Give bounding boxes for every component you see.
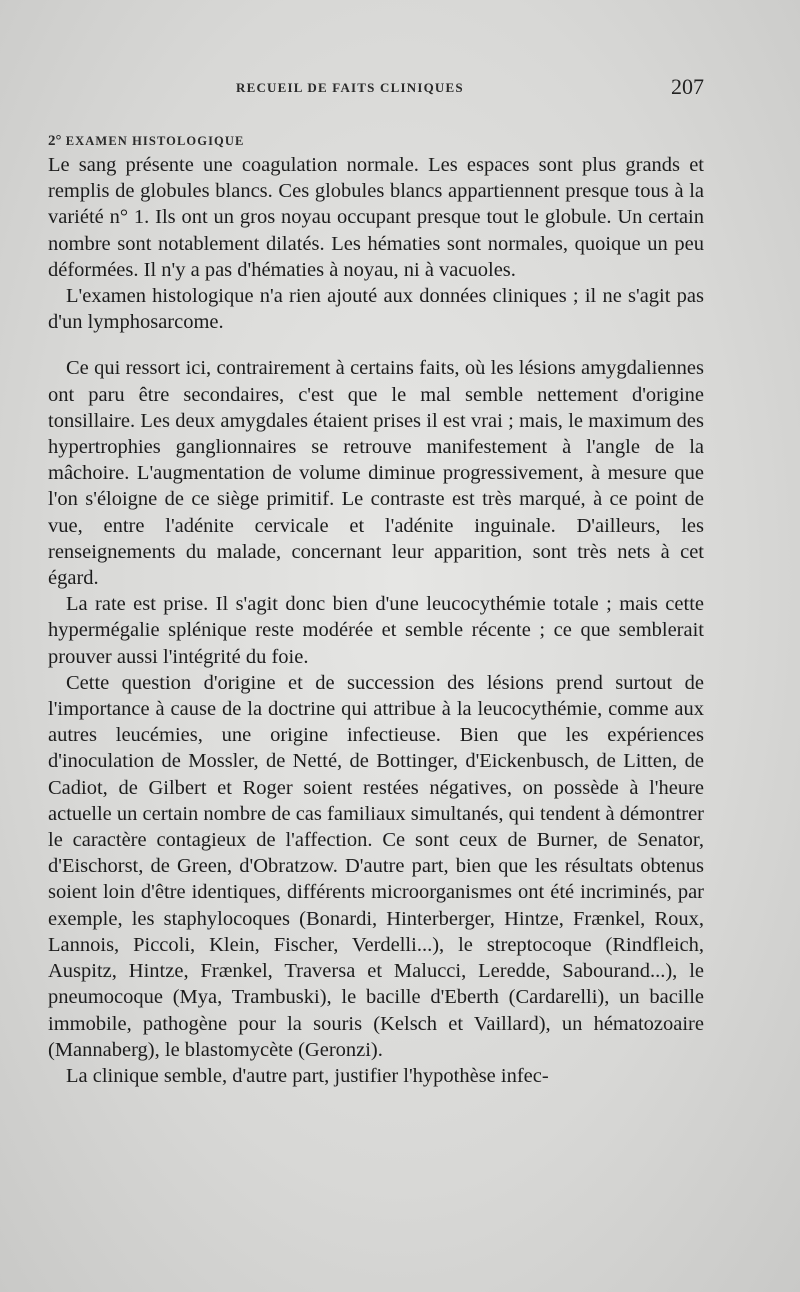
section-heading	[48, 132, 704, 150]
body-text	[48, 152, 704, 1089]
paragraph-tonsillar-origin: Ce qui ressort ici, contrairement à certains faits, où les lésions amygdaliennes ont paru être secondaires, c'est que le mal semble nettement d'origine tonsillaire. Les deux amygdales étaient prises il est vrai ; mais, le maximum des hypertrophies ganglionnaires se retrouve manifestement à l'angle de la mâchoire. L'augmentation de volume diminue progressivement, à mesure que l'on s'éloigne de ce siège primitif. Le contraste est très marqué, à ce point de vue, entre l'adénite cervicale et l'adénite inguinale. D'ailleurs, les renseignements du malade, concernant leur apparition, sont très nets à cet égard.	[48, 357, 704, 590]
paragraph-spleen: La rate est prise. Il s'agit donc bien d'une leucocythémie totale ; mais cette hypermégalie splénique reste modérée et semble récente ; ce que semblerait prouver aussi l'intégrité du foie.	[48, 593, 704, 668]
page-number: 207	[671, 74, 704, 99]
running-header	[48, 72, 704, 108]
paragraph-histology-conclusion: L'examen histologique n'a rien ajouté aux données cliniques ; il ne s'agit pas d'un lymphosarcome.	[48, 285, 704, 334]
paragraph-blood-exam: Le sang présente une coagulation normale. Les espaces sont plus grands et remplis de globules blancs. Ces globules blancs appartiennent presque tous à la variété n° 1. Ils ont un gros noyau occupant presque tout le globule. Un certain nombre sont notablement dilatés. Les hématies sont normales, quoique un peu déformées. Il n'y a pas d'hématies à noyau, ni à vacuoles.	[48, 154, 704, 281]
section-title: EXAMEN HISTOLOGIQUE	[65, 134, 245, 148]
running-title: RECUEIL DE FAITS CLINIQUES	[236, 80, 464, 95]
document-page	[48, 72, 704, 1089]
section-number: 2°	[48, 133, 62, 149]
paragraph-infectious-doctrine: Cette question d'origine et de succession des lésions prend surtout de l'importance à cause de la doctrine qui attribue à la leucocythémie, comme aux autres leucémies, une origine infectieuse. Bien que les expériences d'inoculation de Mossler, de Netté, de Bottinger, d'Eickenbusch, de Litten, de Cadiot, de Gilbert et Roger soient restées négatives, on possède à l'heure actuelle un certain nombre de cas familiaux simultanés, qui tendent à démontrer le caractère contagieux de l'affection. Ce sont ceux de Burner, de Senator, d'Eischorst, de Green, d'Obratzow. D'autre part, bien que les résultats obtenus soient loin d'être identiques, différents microorganismes ont été incriminés, par exemple, les staphylocoques (Bonardi, Hinterberger, Hintze, Frænkel, Roux, Lannois, Piccoli, Klein, Fischer, Verdelli...), le streptocoque (Rindfleich, Auspitz, Hintze, Frænkel, Traversa et Malucci, Leredde, Sabourand...), le pneumocoque (Mya, Trambuski), le bacille d'Eberth (Cardarelli), un bacille immobile, pathogène pour la souris (Kelsch et Vaillard), un hématozoaire (Mannaberg), le blastomycète (Geronzi).	[48, 671, 704, 1061]
paragraph-clinical-hypothesis: La clinique semble, d'autre part, justifier l'hypothèse infec-	[66, 1064, 549, 1087]
